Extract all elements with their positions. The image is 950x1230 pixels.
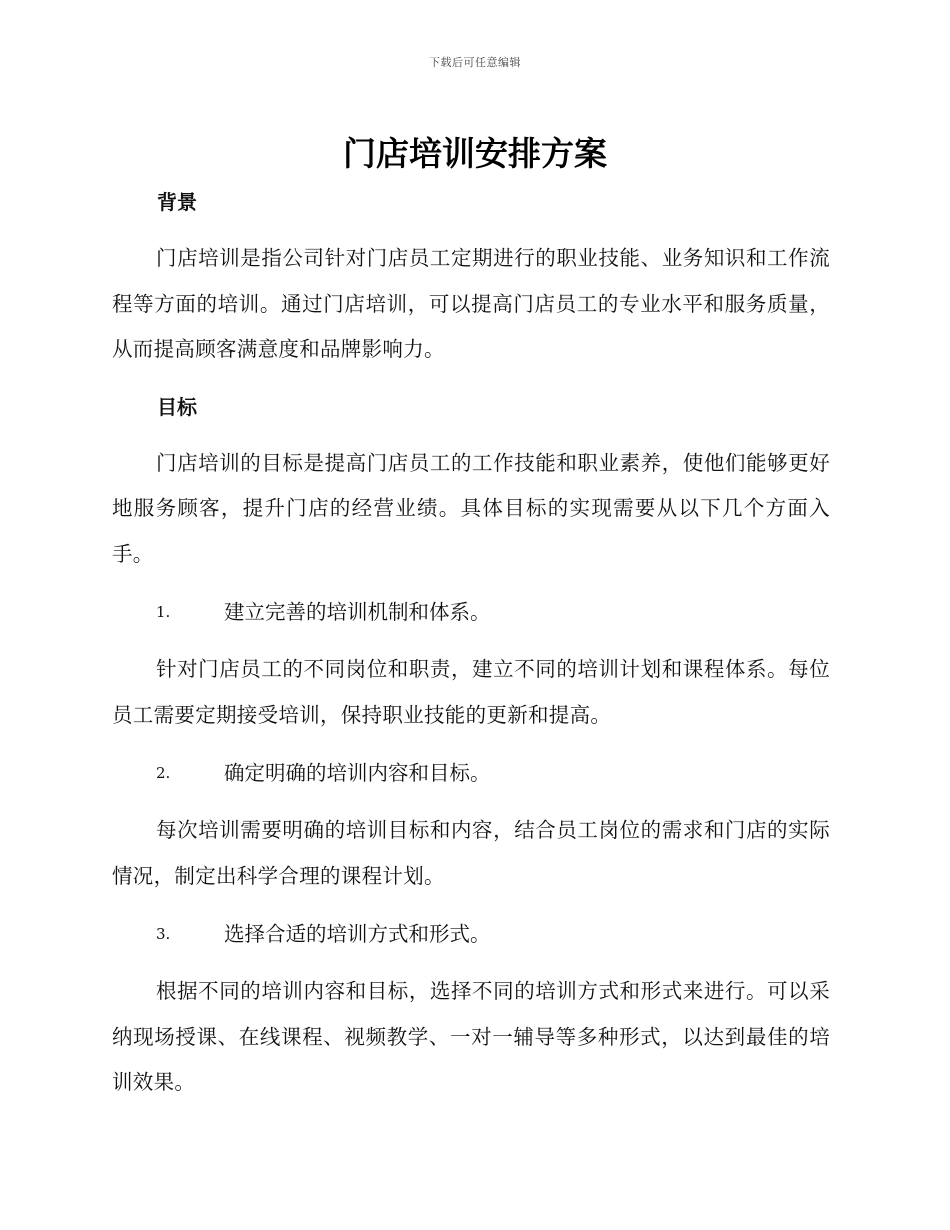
paragraph-item-3: 根据不同的培训内容和目标，选择不同的培训方式和形式来进行。可以采纳现场授课、在线课程、视频教学、一对一辅导等多种形式，以达到最佳的培训效果。: [112, 979, 830, 1094]
paragraph-item-1: 针对门店员工的不同岗位和职责，建立不同的培训计划和课程体系。每位员工需要定期接受培训，保持职业技能的更新和提高。: [112, 657, 830, 727]
list-item-title: 选择合适的培训方式和形式。: [224, 922, 491, 946]
list-item-title: 确定明确的培训内容和目标。: [224, 761, 491, 785]
section-heading-goals: 目标: [157, 394, 197, 419]
list-item-1: [112, 589, 830, 635]
header-note: 下载后可任意编辑: [429, 56, 521, 69]
paragraph-background: 门店培训是指公司针对门店员工定期进行的职业技能、业务知识和工作流程等方面的培训。通过门店培训，可以提高门店员工的专业水平和服务质量，从而提高顾客满意度和品牌影响力。: [112, 246, 830, 361]
list-number: 2.: [156, 764, 171, 782]
paragraph-item-2: 每次培训需要明确的培训目标和内容，结合员工岗位的需求和门店的实际情况，制定出科学合理的课程计划。: [112, 818, 830, 888]
list-number: 1.: [156, 603, 171, 621]
list-item-3: [112, 911, 830, 957]
list-number: 3.: [156, 925, 171, 943]
document-body: [112, 180, 830, 1106]
list-item-title: 建立完善的培训机制和体系。: [224, 600, 491, 624]
document-title: 门店培训安排方案: [343, 134, 607, 173]
section-heading-background: 背景: [157, 190, 197, 214]
paragraph-goals: 门店培训的目标是提高门店员工的工作技能和职业素养，使他们能够更好地服务顾客，提升门店的经营业绩。具体目标的实现需要从以下几个方面入手。: [112, 450, 830, 566]
list-item-2: [112, 750, 830, 796]
